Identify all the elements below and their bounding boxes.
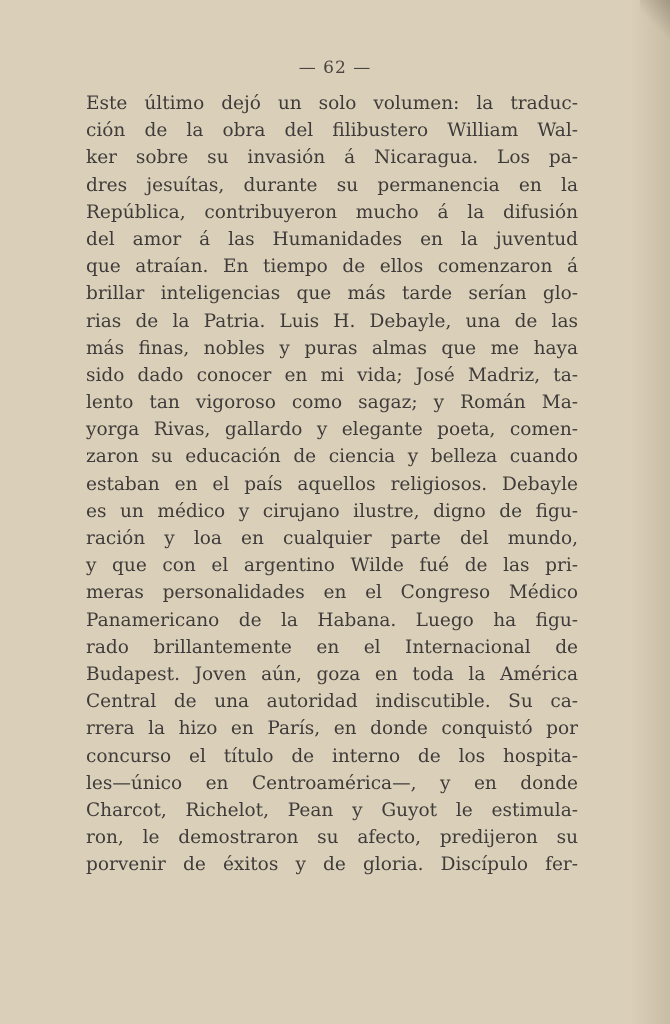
text-line: más finas, nobles y puras almas que me haya <box>86 337 578 359</box>
text-line: Central de una autoridad indiscutible. Su ca- <box>86 691 578 713</box>
text-line: rias de la Patria. Luis H. Debayle, una de las <box>86 310 578 332</box>
text-line: les—único en Centroamérica—, y en donde <box>86 772 578 794</box>
text-line: República, contribuyeron mucho á la difusión <box>86 201 578 223</box>
text-line: rado brillantemente en el Internacional de <box>86 636 578 658</box>
page-edge-shadow <box>630 0 670 1024</box>
text-line: ción de la obra del filibustero William Wal- <box>86 120 578 142</box>
text-line: ración y loa en cualquier parte del mundo, <box>86 528 578 549</box>
text-line: porvenir de éxitos y de gloria. Discípulo fer- <box>86 854 578 876</box>
text-line: zaron su educación de ciencia y belleza cuando <box>86 446 578 468</box>
body-paragraph <box>86 90 578 878</box>
text-line: que atraían. En tiempo de ellos comenzaron á <box>86 256 578 278</box>
text-line: Charcot, Richelot, Pean y Guyot le estimula- <box>86 799 578 821</box>
text-line: del amor á las Humanidades en la juventud <box>86 228 578 250</box>
text-line: ron, le demostraron su afecto, predijeron su <box>86 827 578 849</box>
text-line: Budapest. Joven aún, goza en toda la América <box>86 663 578 685</box>
text-line: ker sobre su invasión á Nicaragua. Los pa- <box>86 147 578 169</box>
text-line: es un médico y cirujano ilustre, digno de figu- <box>86 500 578 522</box>
text-line: Panamericano de la Habana. Luego ha figu- <box>86 609 578 631</box>
text-line: estaban en el país aquellos religiosos. Debayle <box>86 473 578 495</box>
page-number: — 62 — <box>298 58 372 78</box>
page-corner-fold <box>640 0 670 40</box>
text-line: rrera la hizo en París, en donde conquistó por <box>86 718 578 740</box>
text-line: concurso el título de interno de los hospita- <box>86 745 578 767</box>
text-line: y que con el argentino Wilde fué de las pri- <box>86 555 578 577</box>
text-line: meras personalidades en el Congreso Médico <box>86 582 578 604</box>
text-line: dres jesuítas, durante su permanencia en la <box>86 174 578 196</box>
text-line: lento tan vigoroso como sagaz; y Román Ma- <box>86 392 578 414</box>
text-line: yorga Rivas, gallardo y elegante poeta, comen- <box>86 419 578 441</box>
text-line: sido dado conocer en mi vida; José Madriz, ta- <box>86 364 578 386</box>
text-line: brillar inteligencias que más tarde serían glo- <box>86 283 578 305</box>
text-line: Este último dejó un solo volumen: la traduc- <box>86 93 578 114</box>
